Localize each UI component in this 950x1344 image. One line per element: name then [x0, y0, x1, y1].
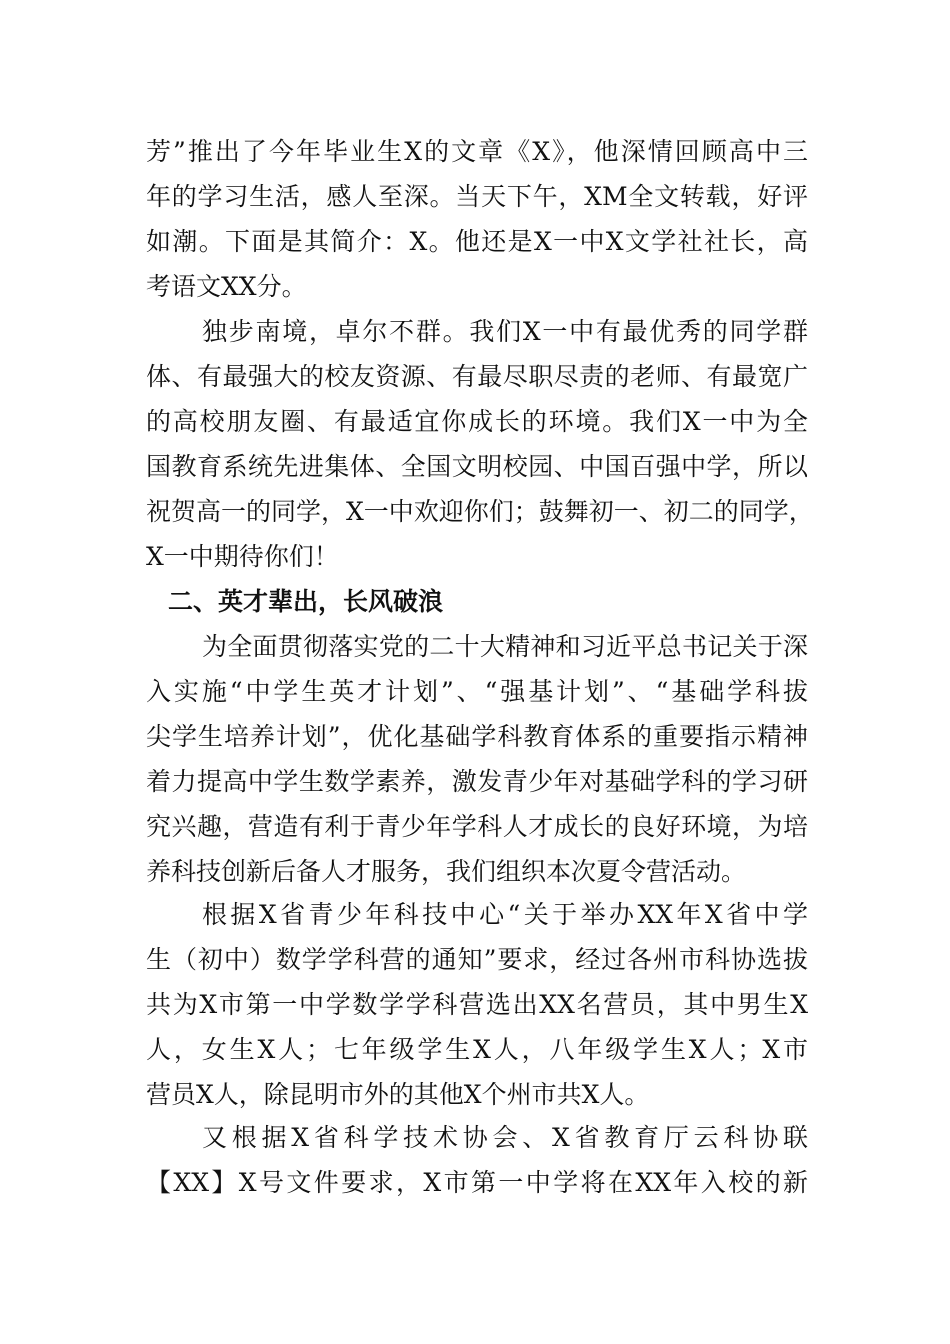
paragraph-1-line-2: 年的学习生活，感人至深。当天下午，XM全文转载，好评 — [146, 182, 808, 211]
paragraph-4-line-3: 共为X市第一中学数学学科营选出XX名营员，其中男生X — [146, 990, 808, 1019]
paragraph-2-line-6: X一中期待你们！ — [146, 542, 339, 571]
paragraph-3-line-6: 养科技创新后备人才服务，我们组织本次夏令营活动。 — [146, 857, 747, 886]
section-heading: 二、英才辈出，长风破浪 — [168, 587, 444, 616]
paragraph-4-line-5: 营员X人，除昆明市外的其他X个州市共X人。 — [146, 1080, 650, 1109]
paragraph-5-line-1: 又根据X省科学技术协会、X省教育厅云科协联 — [202, 1123, 808, 1152]
paragraph-3-line-2: 入实施“中学生英才计划”、“强基计划”、“基础学科拔 — [146, 677, 808, 706]
paragraph-4-line-2: 生（初中）数学学科营的通知”要求，经过各州市科协选拔 — [146, 945, 808, 974]
paragraph-2-line-5: 祝贺高一的同学，X一中欢迎你们；鼓舞初一、初二的同学， — [146, 497, 814, 526]
paragraph-4-line-1: 根据X省青少年科技中心“关于举办XX年X省中学 — [202, 900, 808, 929]
paragraph-4-line-4: 人，女生X人；七年级学生X人，八年级学生X人；X市 — [146, 1035, 808, 1064]
paragraph-3-line-3: 尖学生培养计划”，优化基础学科教育体系的重要指示精神 — [146, 722, 808, 751]
paragraph-5-line-2: 【XX】X号文件要求，X市第一中学将在XX年入校的新 — [146, 1168, 808, 1197]
paragraph-3-line-5: 究兴趣，营造有利于青少年学科人才成长的良好环境，为培 — [146, 812, 808, 841]
paragraph-2-line-3: 的高校朋友圈、有最适宜你成长的环境。我们X一中为全 — [146, 407, 808, 436]
paragraph-3-line-1: 为全面贯彻落实党的二十大精神和习近平总书记关于深 — [202, 632, 808, 661]
paragraph-2-line-4: 国教育系统先进集体、全国文明校园、中国百强中学，所以 — [146, 452, 808, 481]
paragraph-2-line-2: 体、有最强大的校友资源、有最尽职尽责的老师、有最宽广 — [146, 362, 808, 391]
paragraph-1-line-4: 考语文XX分。 — [146, 272, 307, 301]
paragraph-2-line-1: 独步南境，卓尔不群。我们X一中有最优秀的同学群 — [202, 317, 808, 346]
paragraph-1-line-3: 如潮。下面是其简介：X。他还是X一中X文学社社长，高 — [146, 227, 808, 256]
paragraph-3-line-4: 着力提高中学生数学素养，激发青少年对基础学科的学习研 — [146, 767, 808, 796]
paragraph-1-line-1: 芳”推出了今年毕业生X的文章《X》，他深情回顾高中三 — [146, 137, 808, 166]
